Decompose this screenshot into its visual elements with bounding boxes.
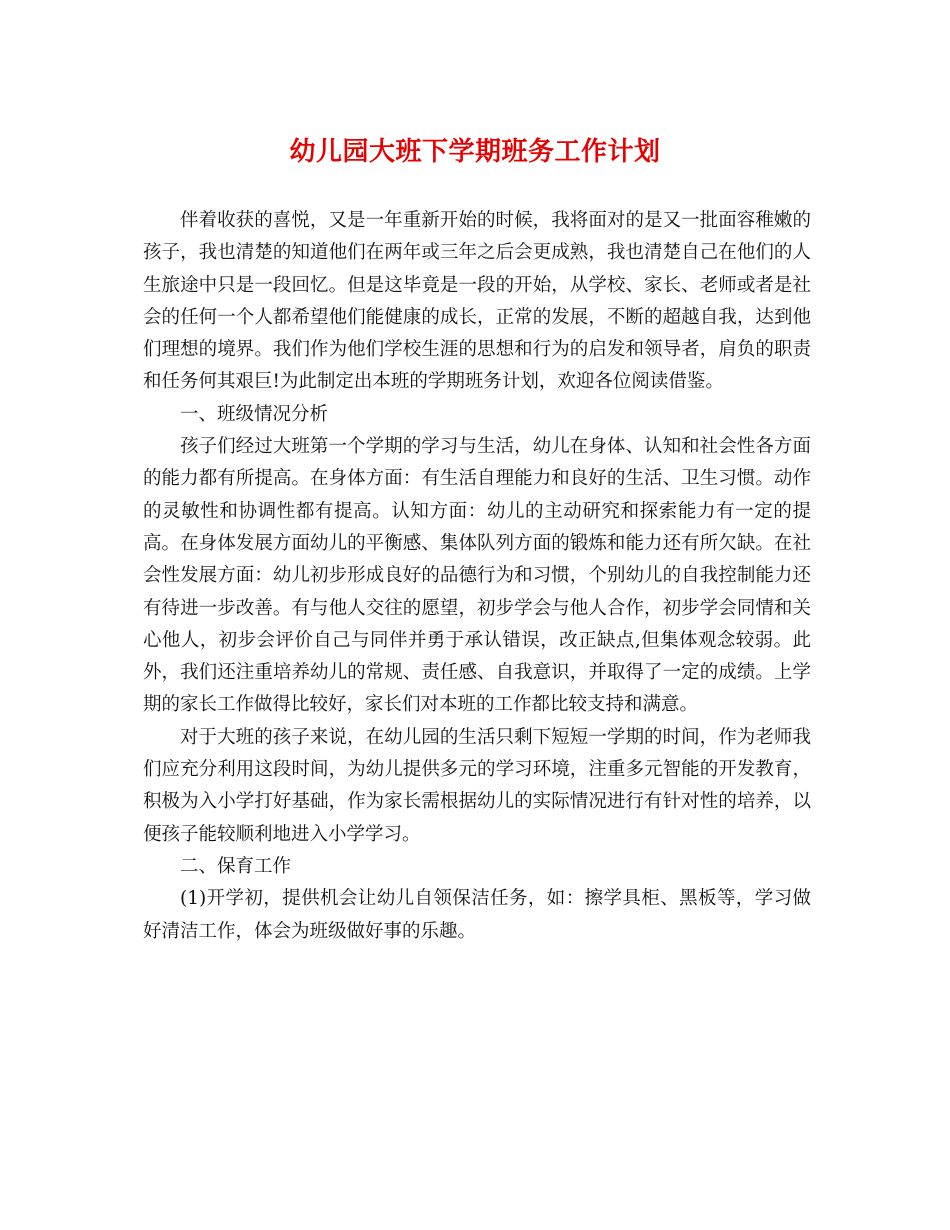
paragraph-care-item-1: (1)开学初，提供机会让幼儿自领保洁任务，如：擦学具柜、黑板等，学习做好清洁工作，体会为班级做好事的乐趣。 bbox=[143, 888, 811, 942]
heading-care-work: 二、保育工作 bbox=[180, 855, 292, 877]
paragraph-final-semester: 对于大班的孩子来说，在幼儿园的生活只剩下短短一学期的时间，作为老师我们应充分利用这段时间，为幼儿提供多元的学习环境，注重多元智能的开发教育，积极为入小学打好基础，作为家长需根据幼儿的实际情况进行有针对性的培养，以便孩子能较顺利地进入小学学习。 bbox=[143, 726, 811, 845]
paragraph-intro: 伴着收获的喜悦，又是一年重新开始的时候，我将面对的是又一批面容稚嫩的孩子，我也清楚的知道他们在两年或三年之后会更成熟，我也清楚自己在他们的人生旅途中只是一段回忆。但是这毕竟是一段的开始，从学校、家长、老师或者是社会的任何一个人都希望他们能健康的成长，正常的发展，不断的超越自我，达到他们理想的境界。我们作为他们学校生涯的思想和行为的启发和领导者，肩负的职责和任务何其艰巨!为此制定出本班的学期班务计划，欢迎各位阅读借鉴。 bbox=[143, 210, 811, 393]
heading-class-analysis: 一、班级情况分析 bbox=[180, 403, 329, 425]
page-title: 幼儿园大班下学期班务工作计划 bbox=[289, 137, 661, 167]
paragraph-class-analysis: 孩子们经过大班第一个学期的学习与生活，幼儿在身体、认知和社会性各方面的能力都有所提高。在身体方面：有生活自理能力和良好的生活、卫生习惯。动作的灵敏性和协调性都有提高。认知方面：幼儿的主动研究和探索能力有一定的提高。在身体发展方面幼儿的平衡感、集体队列方面的锻炼和能力还有所欠缺。在社会性发展方面：幼儿初步形成良好的品德行为和习惯，个别幼儿的自我控制能力还有待进一步改善。有与他人交往的愿望，初步学会与他人合作，初步学会同情和关心他人，初步会评价自己与同伴并勇于承认错误，改正缺点,但集体观念较弱。此外，我们还注重培养幼儿的常规、责任感、自我意识，并取得了一定的成绩。上学期的家长工作做得比较好，家长们对本班的工作都比较支持和满意。 bbox=[143, 436, 811, 716]
document-body bbox=[143, 205, 811, 948]
